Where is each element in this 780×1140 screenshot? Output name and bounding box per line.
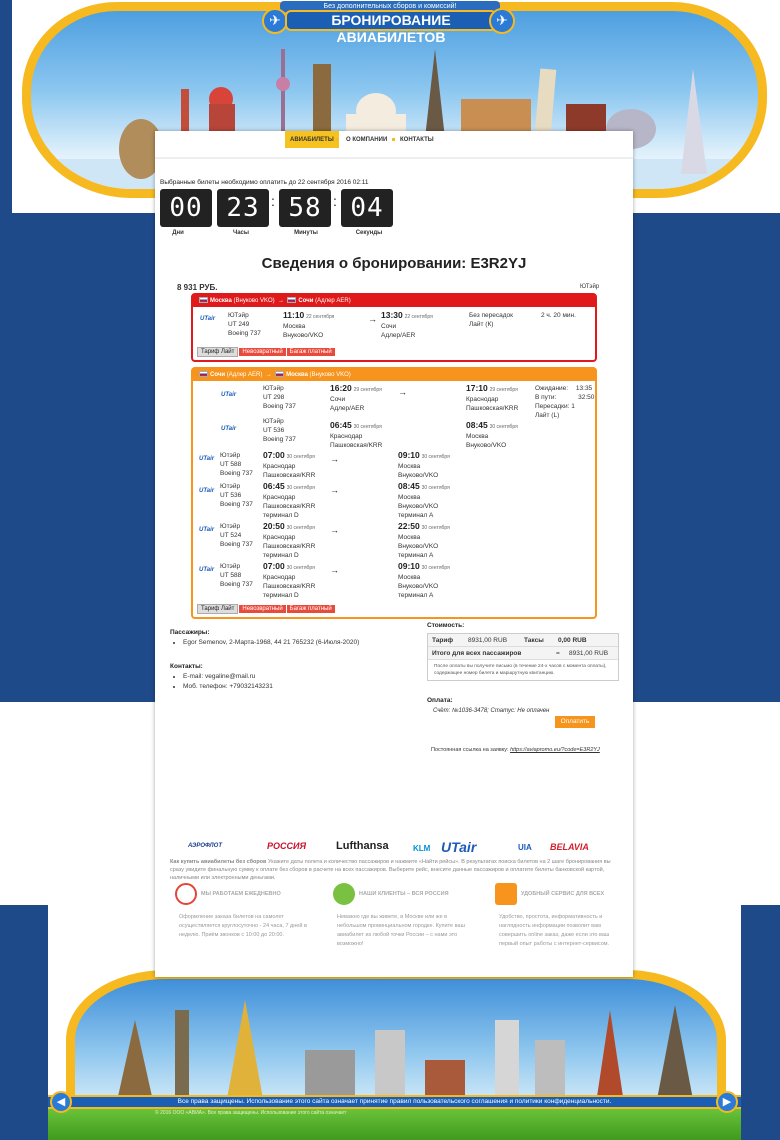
right-background-panel [633,702,780,905]
flight-arrow-icon: → [330,565,339,575]
footer-left-arrow-icon[interactable]: ◀ [50,1091,72,1113]
russia-flag-icon [199,371,208,377]
route-to-airport: (Внуково VKO) [309,372,351,378]
contacts-heading: Контакты: [170,663,203,670]
timer-minutes: 58 [279,189,331,227]
return-route-header [193,369,595,381]
leg-departure: 16:20 29 сентября Сочи Адлер/AER [330,383,382,412]
departure: 11:10 22 сентября Москва Внуково/VKO [283,310,335,339]
cost-table [427,633,619,681]
cost-tariff-label: Тариф [432,637,454,644]
timer-hours: 23 [217,189,269,227]
utair-logo-icon: UTair [199,456,215,462]
globe-icon [333,883,355,905]
leg-departure: 20:50 30 сентября Краснодар Пашковская/KRR терминал D [263,521,316,559]
main-nav [155,131,633,159]
leg-arrival: 08:45 30 сентября Москва Внуково/VKO терминал A [398,481,450,519]
cost-taxes-label: Таксы [524,637,544,644]
how-to-title: Как купить авиабилеты без сборов [170,859,267,865]
tag-fare[interactable]: Тариф Лайт [197,347,238,357]
invoice-status: Счёт: №1036-3478; Статус: Не оплачен [433,708,550,714]
route-from-city: Москва [210,298,232,304]
cost-row-tariff [428,634,618,647]
footer-grass [48,1108,741,1140]
left-background-panel [0,702,155,905]
clock-icon [175,883,197,905]
timer-label-days: Дни [172,230,184,236]
feature-title: МЫ РАБОТАЕМ ЕЖЕДНЕВНО [201,891,281,897]
partner-logo-rossiya: РОССИЯ [267,841,307,851]
partner-logo-uia: UIA [518,843,532,852]
monitor-icon [495,883,517,905]
permalink-row [431,746,600,755]
how-to-buy [170,858,620,882]
route-to-city: Москва [286,372,308,378]
tag-paid-baggage[interactable]: Багаж платный [287,605,335,613]
partner-logo-klm: KLM [413,844,431,853]
airline-name: ЮТэйр [580,284,600,290]
nav-item-tickets[interactable]: АВИАБИЛЕТЫ [285,131,339,148]
how-to-text: Укажите даты полета и количество пассажиров и нажмите «Найти рейсы». В результатах поиска билетов на 2 шаге бронирования вы сразу увидите финальную сумму к оплате без сборов в расчете на всех пассажиров. Выберите рейс, внесите данные пассажиров и оплатите билеты банковской картой, наличными или электронными деньгами. [170,859,611,881]
footer-copyright: © 2016 ООО «АВИА». Все права защищены. Использование этого сайта означает [155,1110,347,1116]
timer-days: 00 [160,189,212,227]
partner-logo-lufthansa: Lufthansa [336,840,389,852]
outbound-flight-box [191,293,597,362]
tag-fare[interactable]: Тариф Лайт [197,604,238,614]
plane-right-icon: ✈ [489,8,515,34]
transfer-info: Ожидание: 13:35 В пути: 32:50 Пересадки: 1 Лайт (L) [535,385,595,419]
tag-paid-baggage[interactable]: Багаж платный [287,348,335,356]
route-from-city: Сочи [210,372,226,378]
flight-arrow-icon: → [330,525,339,535]
timer-colon: : [333,193,337,209]
feature-title: УДОБНЫЙ СЕРВИС ДЛЯ ВСЕХ [521,891,605,897]
leg-departure: 06:45 30 сентября Краснодар Пашковская/KRR терминал D [263,481,316,519]
arrival: 13:30 22 сентября Сочи Адлер/AER [381,310,433,339]
carrier: ЮТэйр UT 249 Boeing 737 [228,312,261,337]
flight-arrow-icon: → [398,387,407,397]
contact-phone: • Моб. телефон: +79032143231 [183,682,273,692]
utair-logo-icon: UTair [200,316,216,322]
leg-carrier: Ютэйр UT 524 Boeing 737 [220,523,253,548]
footer-landmarks-illustration [75,990,717,1110]
partner-logo-aeroflot: АЭРОФЛОТ [188,843,223,849]
partner-logo-belavia: BELAVIA [550,842,589,852]
tag-nonrefundable[interactable]: Невозвратный [239,348,285,356]
leg-carrier: ЮТэйр UT 536 Boeing 737 [263,418,296,443]
cost-note: После оплаты вы получите письмо (в течение 24-х часов с момента оплаты), содержащее номер билета и маршрутную квитанцию. [434,664,607,676]
plane-left-icon: ✈ [262,8,288,34]
feature-text: Удобство, простота, информативность и наглядность информации позволит вам совершить online заказ, даже если это ваш первый опыт работы с интернет-сервисом. [499,914,610,947]
leg-carrier: Ютэйр UT 588 Boeing 737 [220,452,253,477]
payment-deadline: Выбранные билеты необходимо оплатить до 22 сентября 2016 02:11 [160,179,369,186]
cost-heading: Стоимость: [427,622,465,629]
timer-label-hours: Часы [232,230,249,236]
fare-tags [197,347,336,357]
russia-flag-icon [287,297,296,303]
footer-rights: Все права защищены. Использование этого сайта означает принятие правил пользовательского соглашения и политики конфиденциальности. [48,1095,741,1109]
passengers-heading: Пассажиры: [170,629,210,636]
cost-total-eq: = [556,650,560,657]
leg-departure: 07:00 30 сентября Краснодар Пашковская/KRR терминал D [263,561,316,599]
utair-logo-icon: UTair [221,392,237,398]
leg-arrival: 09:10 30 сентября Москва Внуково/VKO [398,450,450,479]
leg-arrival: 17:10 29 сентября Краснодар Пашковская/KRR [466,383,519,412]
contact-email: • E-mail: vegaline@mail.ru [183,672,273,682]
leg-arrival: 08:45 30 сентября Москва Внуково/VKO [466,420,518,449]
route-arrow-icon: → [265,372,272,378]
nav-separator [336,138,339,141]
leg-departure: 06:45 30 сентября Краснодар Пашковская/KRR [330,420,383,449]
timer-colon: : [271,193,275,209]
leg-arrival: 09:10 30 сентября Москва Внуково/VKO терминал A [398,561,450,599]
leg-arrival: 22:50 30 сентября Москва Внуково/VKO терминал A [398,521,450,559]
nav-separator [392,138,395,141]
route-from-airport: (Внуково VKO) [233,298,275,304]
partner-logos [170,839,620,857]
return-flight-box [191,367,597,619]
stops-info: Без пересадок Лайт (К) [469,312,514,328]
feature-text: Оформление заказа билетов на самолет осуществляется круглосуточно - 24 часа, 7 дней в неделю. Приём звонков с 10:00 до 20:00. [179,914,307,938]
cost-total-label: Итого для всех пассажиров [432,650,522,657]
utair-logo-icon: UTair [221,426,237,432]
leg-carrier: Ютэйр UT 536 Boeing 737 [220,483,253,508]
outbound-route-header [193,295,595,307]
passengers-list [183,638,359,648]
passenger-item: • Egor Semenov, 2-Марта-1968, 44 21 765232 (6-Июля-2020) [183,638,359,648]
timer-seconds: 04 [341,189,393,227]
payment-heading: Оплата: [427,697,453,704]
timer-label-minutes: Минуты [294,230,318,236]
cost-tariff-value: 8931,00 RUB [468,637,508,644]
flight-arrow-icon: → [330,485,339,495]
site-title[interactable]: БРОНИРОВАНИЕ АВИАБИЛЕТОВ [285,10,497,31]
header-tagline: Без дополнительных сборов и комиссий! [280,1,500,12]
footer-banner [66,970,726,1110]
utair-logo-icon: UTair [199,527,215,533]
flight-duration: 2 ч. 20 мин. [541,312,576,319]
route-arrow-icon: → [278,298,285,304]
feature-title: НАШИ КЛИЕНТЫ – ВСЯ РОССИЯ [359,891,449,897]
russia-flag-icon [275,371,284,377]
total-price: 8 931 РУБ. [177,283,218,292]
fare-tags [197,604,336,614]
pay-button[interactable]: Оплатить [555,716,595,728]
contacts-list [183,672,273,692]
utair-logo-icon: UTair [199,488,215,494]
partner-logo-utair: UTair [441,839,477,855]
route-to-airport: (Адлер AER) [315,298,351,304]
route-from-airport: (Адлер AER) [226,372,263,378]
cost-total-value: 8931,00 RUB [569,650,609,657]
cost-row-total [428,647,618,660]
flight-arrow-icon: → [368,314,377,324]
footer-right-arrow-icon[interactable]: ▶ [716,1091,738,1113]
leg-departure: 07:00 30 сентября Краснодар Пашковская/KRR [263,450,316,479]
nav-item-about[interactable]: О КОМПАНИИ [346,137,388,143]
russia-flag-icon [199,297,208,303]
feature-text: Неважно где вы живете, в Москве или же в небольшом провинциальном городке. Купите ваш авиабилет из любой точки России – с нами это возможно! [337,914,465,947]
permalink-label: Постоянная ссылка на заявку: [431,747,509,753]
main-card [155,131,633,977]
nav-item-contacts[interactable]: КОНТАКТЫ [400,137,434,143]
permalink-link[interactable]: https://aviapromo.eu/?code=E3R2YJ [510,747,600,753]
page-title: Сведения о бронировании: E3R2YJ [261,255,527,272]
cost-taxes-value: 0,00 RUB [558,637,587,644]
leg-carrier: ЮТэйр UT 298 Boeing 737 [263,385,296,410]
flight-arrow-icon: → [330,454,339,464]
timer-label-seconds: Секунды [355,230,383,236]
route-to-city: Сочи [298,298,314,304]
utair-logo-icon: UTair [199,567,215,573]
tag-nonrefundable[interactable]: Невозвратный [239,605,285,613]
leg-carrier: Ютэйр UT 588 Boeing 737 [220,563,253,588]
